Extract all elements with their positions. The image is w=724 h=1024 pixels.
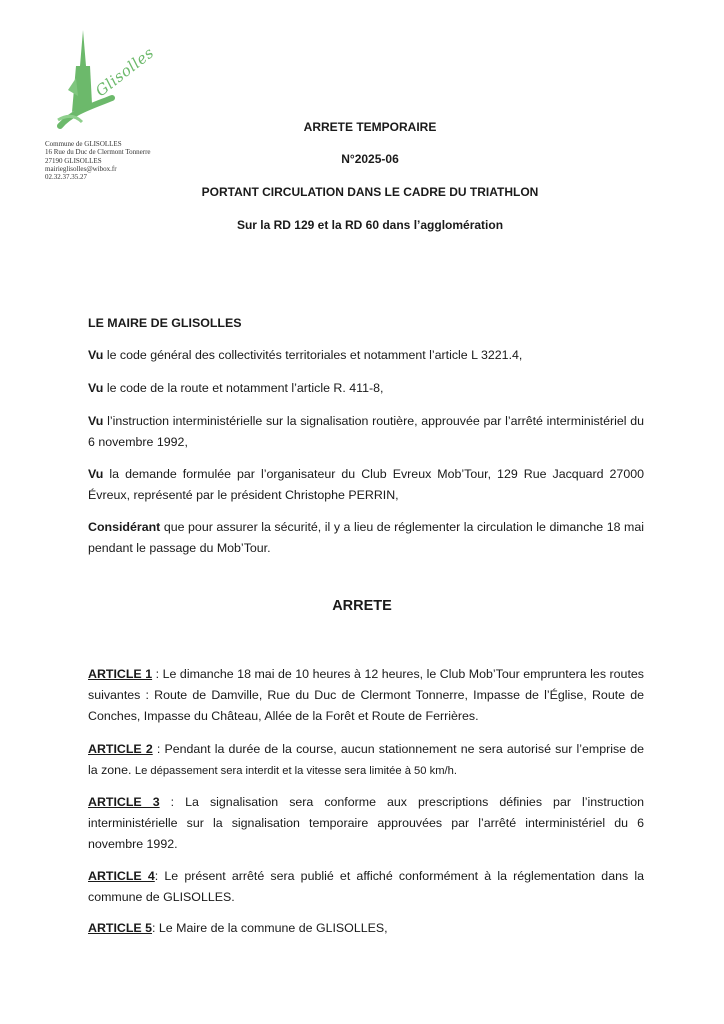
document-subject: PORTANT CIRCULATION DANS LE CADRE DU TRIATHLON (201, 185, 539, 199)
article-text: : Pendant la durée de la course, aucun stationnement ne sera autorisé sur l’emprise de la zone. (88, 742, 644, 777)
vu-text: la demande formulée par l’organisateur du Club Evreux Mob’Tour, 129 Rue Jacquard 27000 Évreux, représenté par le président Christophe PERRIN, (88, 467, 644, 502)
considerant-lead: Considérant (88, 520, 161, 534)
vu-paragraph (88, 378, 644, 399)
contact-phone: 02.32.37.35.27 (45, 173, 87, 182)
vu-lead: Vu (88, 381, 104, 395)
arrete-heading: ARRETE (332, 598, 392, 614)
article-label: ARTICLE 1 (88, 667, 153, 681)
contact-address: 16 Rue du Duc de Clermont Tonnerre (45, 148, 151, 157)
article-2 (88, 739, 644, 782)
article-3 (88, 792, 644, 855)
commune-contact (45, 140, 175, 181)
vu-paragraph (88, 345, 644, 366)
article-text: : Le Maire de la commune de GLISOLLES, (152, 921, 388, 935)
maire-heading: LE MAIRE DE GLISOLLES (88, 316, 242, 330)
contact-name: Commune de GLISOLLES (45, 140, 122, 148)
commune-logo (56, 26, 156, 134)
vu-lead: Vu (88, 348, 104, 362)
document-number: N°2025-06 (341, 152, 399, 166)
article-label: ARTICLE 2 (88, 742, 153, 756)
vu-paragraph (88, 411, 644, 453)
vu-text: le code de la route et notamment l’article R. 411-8, (103, 381, 384, 395)
vu-lead: Vu (88, 414, 104, 428)
article-1 (88, 664, 644, 727)
article-text: : Le présent arrêté sera publié et affiché conformément à la réglementation dans la commune de GLISOLLES. (88, 869, 644, 904)
vu-text: l’instruction interministérielle sur la signalisation routière, approuvée par l’arrêté interministériel du 6 novembre 1992, (88, 414, 644, 449)
logo-wordmark: Glisolles (92, 43, 158, 101)
article-5 (88, 918, 644, 939)
article-label: ARTICLE 4 (88, 869, 155, 883)
article-text: : La signalisation sera conforme aux prescriptions définies par l’instruction interministérielle sur la signalisation temporaire approuvées par l’arrêté interministériel du 6 novembre 1992. (88, 795, 644, 851)
considerant-text: que pour assurer la sécurité, il y a lieu de réglementer la circulation le dimanche 18 mai pendant le passage du Mob’Tour. (88, 520, 644, 555)
article-text-extra: Le dépassement sera interdit et la vitesse sera limitée à 50 km/h. (134, 765, 457, 777)
vu-lead: Vu (88, 467, 104, 481)
article-label: ARTICLE 3 (88, 795, 160, 809)
article-4 (88, 866, 644, 908)
article-label: ARTICLE 5 (88, 921, 153, 935)
considerant-paragraph (88, 517, 644, 559)
contact-email: mairieglisolles@wibox.fr (45, 164, 117, 173)
vu-text: le code général des collectivités territoriales et notamment l’article L 3221.4, (103, 348, 523, 362)
vu-paragraph (88, 464, 644, 506)
document-title: ARRETE TEMPORAIRE (303, 120, 437, 134)
document-roads: Sur la RD 129 et la RD 60 dans l’agglomération (236, 218, 504, 232)
contact-city: 27190 GLISOLLES (45, 156, 102, 165)
article-text: : Le dimanche 18 mai de 10 heures à 12 heures, le Club Mob’Tour empruntera les routes suivantes : Route de Damville, Rue du Duc de Clermont Tonnerre, Impasse de l’Église, Route de Conches, Impasse du Château, Allée de la Forêt et Route de Ferrières. (88, 667, 644, 723)
